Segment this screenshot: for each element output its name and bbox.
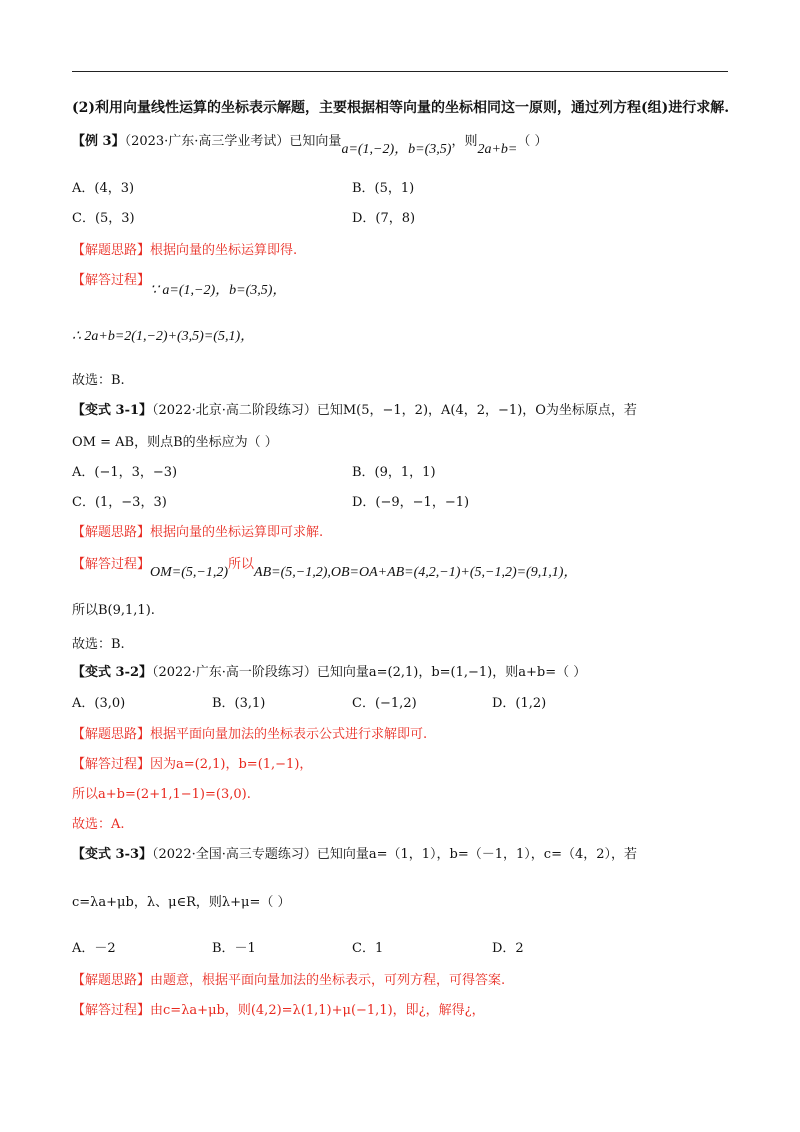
process-math: ∵ a=(1,−2)，b=(3,5)， xyxy=(150,283,287,298)
variant-3-2-option-a: A．(3,0) xyxy=(72,696,126,711)
idea-text: 由题意，根据平面向量加法的坐标表示，可列方程，可得答案. xyxy=(150,973,506,988)
intro-text: (2)利用向量线性运算的坐标表示解题，主要根据相等向量的坐标相同这一原则，通过列方程(组)进行求解. xyxy=(72,100,730,116)
variant-3-1-text: （2022·北京·高二阶段练习）已知M(5，−1，2)，A(4，2，−1)，O为坐标原点，若 xyxy=(152,403,637,418)
variant-3-1-option-c: C．(1，−3，3) xyxy=(72,495,167,510)
example-3-condition: a=(1,−2)，b=(3,5) xyxy=(341,142,452,157)
variant-3-3-question xyxy=(72,846,637,864)
variant-3-2-idea xyxy=(72,726,427,744)
variant-3-3-option-d: D．2 xyxy=(492,941,524,956)
variant-3-1-process-1 xyxy=(72,556,578,580)
variant-3-3-idea xyxy=(72,972,505,990)
process-connector: 所以 xyxy=(228,557,255,572)
variant-3-2-option-b: B．(3,1) xyxy=(212,696,266,711)
variant-3-1-process-2: 所以B(9,1,1). xyxy=(72,603,155,618)
example-3-option-c: C．(5，3) xyxy=(72,211,135,226)
idea-label: 【解题思路】 xyxy=(72,973,151,988)
variant-3-3-question-2: c=λa+μb，λ、μ∈R，则λ+μ=（ ） xyxy=(72,895,291,910)
example-3-idea xyxy=(72,242,297,260)
variant-3-1-option-d: D．(−9，−1，−1) xyxy=(352,495,470,510)
example-3-source: （2023·广东·高三学业考试）已知向量 xyxy=(124,134,342,149)
example-3-option-d: D．(7，8) xyxy=(352,211,416,226)
process-label: 【解答过程】 xyxy=(72,557,151,572)
example-3-tag: 【例 3】 xyxy=(72,134,125,149)
variant-3-3-process-1 xyxy=(72,1002,485,1020)
variant-3-3-text: （2022·全国·高三专题练习）已知向量a=（1，1），b=（－1，1），c=（4，2），若 xyxy=(152,847,638,862)
variant-3-2-question xyxy=(72,664,586,682)
idea-label: 【解题思路】 xyxy=(72,243,151,258)
process-math-a: OM=(5,−1,2) xyxy=(150,565,229,580)
idea-label: 【解题思路】 xyxy=(72,727,151,742)
variant-3-1-question-2: OM = AB，则点B的坐标应为（ ） xyxy=(72,435,278,450)
variant-3-2-answer: 故选：A. xyxy=(72,817,125,832)
example-3-answer: 故选：B. xyxy=(72,373,125,388)
variant-3-3-option-a: A．－2 xyxy=(72,941,116,956)
variant-3-1-idea xyxy=(72,524,323,542)
process-math: 由c=λa+μb，则(4,2)=λ(1,1)+μ(−1,1)，即¿，解得¿， xyxy=(150,1003,485,1018)
variant-3-3-tag: 【变式 3-3】 xyxy=(72,847,153,862)
idea-text: 根据平面向量加法的坐标表示公式进行求解即可. xyxy=(150,727,428,742)
idea-label: 【解题思路】 xyxy=(72,525,151,540)
example-3-option-a: A．(4，3) xyxy=(72,181,135,196)
variant-3-3-option-c: C．1 xyxy=(352,941,384,956)
process-math: 因为a=(2,1)，b=(1,−1)， xyxy=(150,757,313,772)
variant-3-1-tag: 【变式 3-1】 xyxy=(72,403,153,418)
variant-3-1-answer: 故选：B. xyxy=(72,637,125,652)
variant-3-1-option-b: B．(9，1，1) xyxy=(352,465,436,480)
example-3-process-1 xyxy=(72,272,287,298)
example-3-option-b: B．(5，1) xyxy=(352,181,415,196)
process-label: 【解答过程】 xyxy=(72,273,151,288)
idea-text: 根据向量的坐标运算即可求解. xyxy=(150,525,324,540)
example-3-mid: ，则 xyxy=(451,134,478,149)
variant-3-1-option-a: A．(−1，3，−3) xyxy=(72,465,178,480)
variant-3-2-option-d: D．(1,2) xyxy=(492,696,547,711)
example-3-paren: （ ） xyxy=(517,134,548,149)
idea-text: 根据向量的坐标运算即得. xyxy=(150,243,298,258)
variant-3-2-text: （2022·广东·高一阶段练习）已知向量a=(2,1)，b=(1,−1)，则a+b=（ ） xyxy=(152,665,587,680)
process-label: 【解答过程】 xyxy=(72,1003,151,1018)
process-label: 【解答过程】 xyxy=(72,757,151,772)
example-3-process-2: ∴ 2a+b=2(1,−2)+(3,5)=(5,1)， xyxy=(72,329,255,344)
variant-3-2-option-c: C．(−1,2) xyxy=(352,696,417,711)
process-math-b: AB=(5,−1,2),OB=OA+AB=(4,2,−1)+(5,−1,2)=(9,1,1)， xyxy=(254,565,578,580)
variant-3-2-tag: 【变式 3-2】 xyxy=(72,665,153,680)
example-3-question xyxy=(72,133,548,157)
header-rule xyxy=(72,71,728,72)
example-3-ask: 2a+b= xyxy=(477,142,518,157)
variant-3-1-question xyxy=(72,402,637,420)
variant-3-2-process-1 xyxy=(72,756,312,774)
variant-3-2-process-2: 所以a+b=(2+1,1−1)=(3,0). xyxy=(72,787,251,802)
variant-3-3-option-b: B．－1 xyxy=(212,941,256,956)
